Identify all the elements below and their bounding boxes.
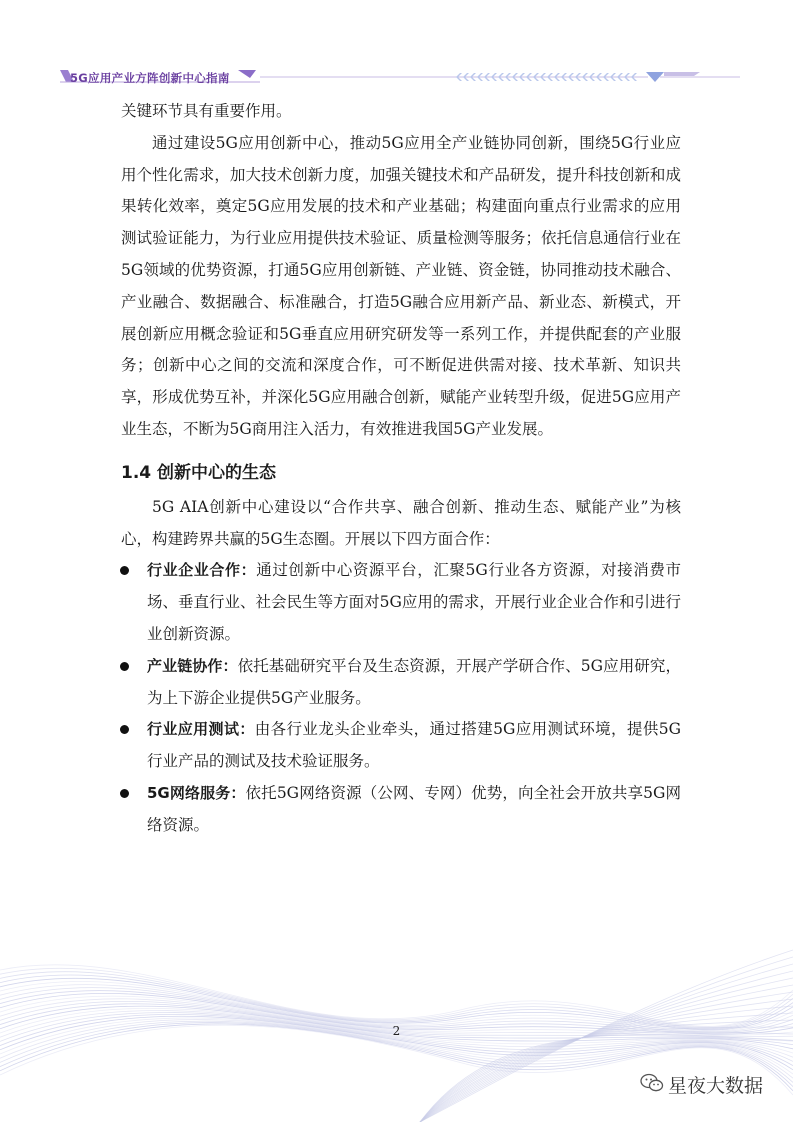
list-item-lead: 行业企业合作： [147, 561, 257, 580]
list-item-text: 依托基础研究平台及生态资源，开展产学研合作、5G应用研究，为上下游企业提供5G产业服务。 [147, 656, 681, 707]
list-item-lead: 产业链协作： [147, 656, 238, 675]
list-item-text: 依托5G网络资源（公网、专网）优势，向全社会开放共享5G网络资源。 [147, 783, 681, 834]
list-item-lead: 行业应用测试： [147, 720, 255, 739]
list-item [121, 651, 681, 715]
page-number: 2 [392, 1024, 401, 1038]
page-header [60, 66, 740, 86]
cooperation-list [121, 555, 681, 841]
header-title: 5G应用产业方阵创新中心指南 [70, 71, 230, 85]
bullet-icon [120, 789, 129, 798]
list-item [121, 778, 681, 842]
bullet-icon [120, 662, 129, 671]
list-item-text: 通过创新中心资源平台，汇聚5G行业各方资源，对接消费市场、垂直行业、社会民生等方面对5G应用的需求，开展行业企业合作和引进行业创新资源。 [147, 561, 681, 643]
paragraph-continuation: 关键环节具有重要作用。 [121, 102, 292, 120]
bullet-icon [120, 725, 129, 734]
paragraph-innovation-center: 通过建设5G应用创新中心，推动5G应用全产业链协同创新，围绕5G行业应用个性化需求，加大技术创新力度，加强关键技术和产品研发，提升科技创新和成果转化效率，奠定5G应用发展的技术和产业基础；构建面向重点行业需求的应用测试验证能力，为行业应用提供技术验证、质量检测等服务；依托信息通信行业在5G领域的优势资源，打通5G应用创新链、产业链、资金链，协同推动技术融合、产业融合、数据融合、标准融合，打造5G融合应用新产品、新业态、新模式，开展创新应用概念验证和5G垂直应用研究研发等一系列工作，并提供配套的产业服务；创新中心之间的交流和深度合作，可不断促进供需对接、技术革新、知识共享，形成优势互补，并深化5G应用融合创新，赋能产业转型升级，促进5G应用产业生态，不断为5G商用注入活力，有效推进我国5G产业发展。 [121, 133, 681, 438]
list-item-text: 由各行业龙头企业牵头，通过搭建5G应用测试环境，提供5G行业产品的测试及技术验证服务。 [147, 720, 681, 771]
page-content [121, 96, 681, 842]
list-item [121, 714, 681, 778]
section-intro: 5G AIA创新中心建设以“合作共享、融合创新、推动生态、赋能产业”为核心，构建跨界共赢的5G生态圈。开展以下四方面合作： [121, 497, 681, 548]
watermark-text: 星夜大数据 [668, 1075, 764, 1097]
list-item [121, 555, 681, 650]
bullet-icon [120, 566, 129, 575]
list-item-lead: 5G网络服务： [147, 783, 246, 802]
wechat-icon [640, 1073, 664, 1093]
section-heading: 1.4 创新中心的生态 [121, 462, 277, 483]
